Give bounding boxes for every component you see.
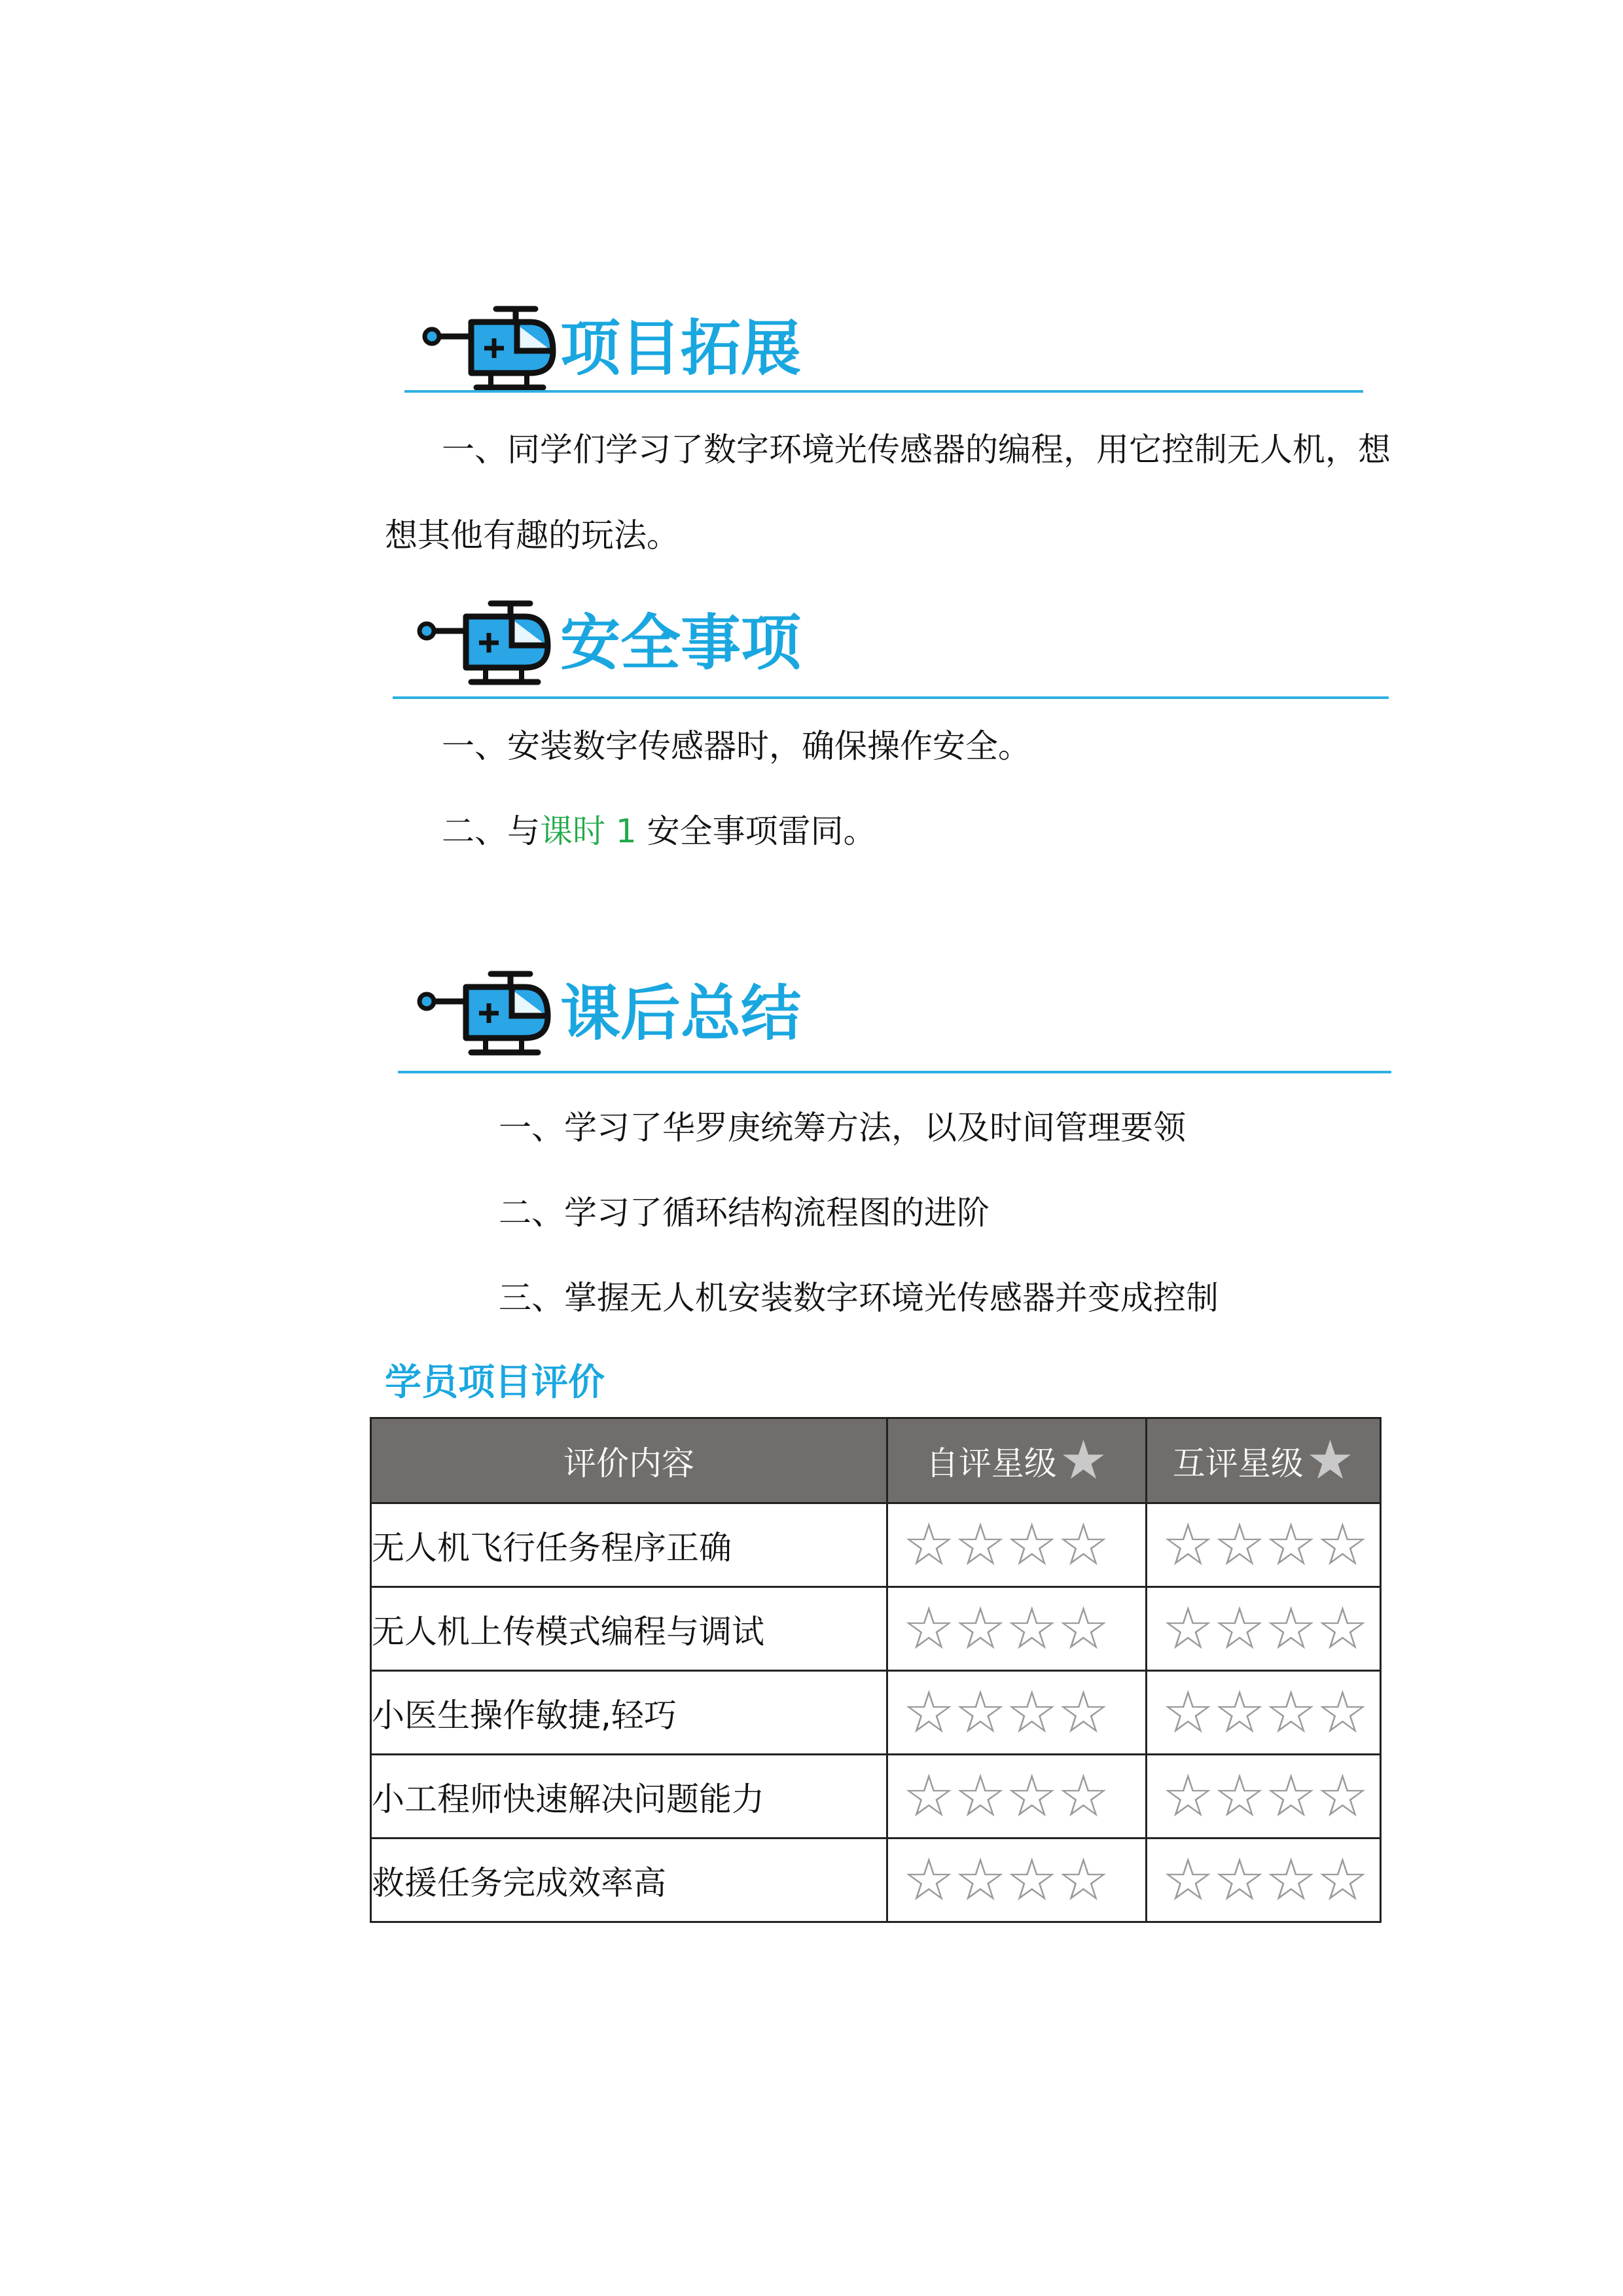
self-rating-stars	[888, 1683, 1145, 1742]
section-divider	[404, 390, 1363, 393]
section-divider	[393, 696, 1389, 699]
header-label: 自评星级	[925, 1444, 1057, 1482]
self-rating-stars	[888, 1851, 1145, 1910]
star-icon: ★	[1059, 1429, 1108, 1492]
star-outline-icon[interactable]: ☆	[1057, 1599, 1110, 1659]
evaluation-item: 无人机上传模式编程与调试	[371, 1587, 887, 1671]
peer-rating-cell	[1147, 1587, 1381, 1671]
helicopter-icon	[414, 967, 564, 1059]
peer-rating-stars	[1147, 1851, 1380, 1910]
star-outline-icon[interactable]: ☆	[954, 1767, 1007, 1826]
self-rating-cell	[887, 1671, 1147, 1755]
star-outline-icon[interactable]: ☆	[1213, 1767, 1266, 1826]
header-self-rating	[887, 1418, 1147, 1503]
star-outline-icon[interactable]: ☆	[1316, 1515, 1369, 1575]
self-rating-stars	[888, 1600, 1145, 1659]
star-outline-icon[interactable]: ☆	[1057, 1850, 1110, 1910]
peer-rating-stars	[1147, 1683, 1380, 1742]
header-label: 互评星级	[1172, 1444, 1304, 1482]
star-outline-icon[interactable]: ☆	[1316, 1599, 1369, 1659]
star-outline-icon[interactable]: ☆	[902, 1515, 955, 1575]
self-rating-stars	[888, 1767, 1145, 1826]
table-header-row	[371, 1418, 1381, 1503]
star-outline-icon[interactable]: ☆	[954, 1599, 1007, 1659]
star-outline-icon[interactable]: ☆	[902, 1599, 955, 1659]
evaluation-table	[370, 1417, 1382, 1923]
star-outline-icon[interactable]: ☆	[1162, 1767, 1215, 1826]
header-content	[371, 1418, 887, 1503]
table-row	[371, 1587, 1381, 1671]
peer-rating-cell	[1147, 1671, 1381, 1755]
star-outline-icon[interactable]: ☆	[1213, 1599, 1266, 1659]
star-outline-icon[interactable]: ☆	[1162, 1515, 1215, 1575]
paragraph-line: 一、安装数字传感器时，确保操作安全。	[442, 727, 1031, 765]
summary-item: 二、学习了循环结构流程图的进阶	[499, 1194, 990, 1232]
star-outline-icon[interactable]: ☆	[902, 1683, 955, 1742]
star-outline-icon[interactable]: ☆	[902, 1850, 955, 1910]
evaluation-item: 小工程师快速解决问题能力	[371, 1755, 887, 1839]
lesson-link[interactable]: 课时 1	[540, 812, 637, 850]
paragraph-line: 想其他有趣的玩法。	[385, 516, 679, 554]
section-divider	[398, 1071, 1391, 1073]
star-outline-icon[interactable]: ☆	[902, 1767, 955, 1826]
table-row	[371, 1503, 1381, 1587]
star-outline-icon[interactable]: ☆	[1162, 1683, 1215, 1742]
star-outline-icon[interactable]: ☆	[1162, 1599, 1215, 1659]
star-outline-icon[interactable]: ☆	[1316, 1767, 1369, 1826]
star-outline-icon[interactable]: ☆	[1057, 1683, 1110, 1742]
star-outline-icon[interactable]: ☆	[1264, 1515, 1318, 1575]
star-outline-icon[interactable]: ☆	[1005, 1850, 1059, 1910]
star-outline-icon[interactable]: ☆	[954, 1515, 1007, 1575]
helicopter-icon	[419, 302, 569, 394]
star-outline-icon[interactable]: ☆	[1213, 1850, 1266, 1910]
star-outline-icon[interactable]: ☆	[1005, 1515, 1059, 1575]
summary-item: 一、学习了华罗庚统筹方法，以及时间管理要领	[499, 1109, 1186, 1147]
star-outline-icon[interactable]: ☆	[954, 1683, 1007, 1742]
summary-item: 三、掌握无人机安装数字环境光传感器并变成控制	[499, 1279, 1219, 1317]
star-outline-icon[interactable]: ☆	[1162, 1850, 1215, 1910]
star-outline-icon[interactable]: ☆	[1005, 1767, 1059, 1826]
text-suffix: 安全事项雷同。	[636, 812, 876, 850]
star-outline-icon[interactable]: ☆	[1057, 1515, 1110, 1575]
evaluation-item: 小医生操作敏捷,轻巧	[371, 1671, 887, 1755]
star-outline-icon[interactable]: ☆	[1264, 1683, 1318, 1742]
header-peer-rating	[1147, 1418, 1381, 1503]
section-title: 项目拓展	[560, 314, 802, 384]
star-outline-icon[interactable]: ☆	[1213, 1515, 1266, 1575]
peer-rating-stars	[1147, 1516, 1380, 1575]
peer-rating-cell	[1147, 1839, 1381, 1922]
table-row	[371, 1839, 1381, 1922]
star-outline-icon[interactable]: ☆	[1264, 1599, 1318, 1659]
section-title: 课后总结	[560, 978, 802, 1049]
section-title: 安全事项	[560, 608, 802, 678]
star-outline-icon[interactable]: ☆	[1005, 1683, 1059, 1742]
evaluation-title: 学员项目评价	[385, 1361, 605, 1404]
paragraph-line: 一、同学们学习了数字环境光传感器的编程，用它控制无人机，想	[442, 431, 1391, 469]
star-outline-icon[interactable]: ☆	[1316, 1850, 1369, 1910]
header-label: 评价内容	[563, 1444, 694, 1482]
table-row	[371, 1755, 1381, 1839]
self-rating-cell	[887, 1503, 1147, 1587]
peer-rating-stars	[1147, 1767, 1380, 1826]
table-row	[371, 1671, 1381, 1755]
evaluation-item: 救援任务完成效率高	[371, 1839, 887, 1922]
peer-rating-cell	[1147, 1503, 1381, 1587]
star-outline-icon[interactable]: ☆	[1213, 1683, 1266, 1742]
star-outline-icon[interactable]: ☆	[954, 1850, 1007, 1910]
paragraph-line	[442, 808, 876, 854]
peer-rating-stars	[1147, 1600, 1380, 1659]
self-rating-stars	[888, 1516, 1145, 1575]
star-outline-icon[interactable]: ☆	[1005, 1599, 1059, 1659]
self-rating-cell	[887, 1839, 1147, 1922]
self-rating-cell	[887, 1587, 1147, 1671]
star-outline-icon[interactable]: ☆	[1264, 1767, 1318, 1826]
peer-rating-cell	[1147, 1755, 1381, 1839]
star-outline-icon[interactable]: ☆	[1316, 1683, 1369, 1742]
star-outline-icon[interactable]: ☆	[1264, 1850, 1318, 1910]
star-icon: ★	[1306, 1429, 1355, 1492]
text-prefix: 二、与	[442, 812, 540, 850]
evaluation-item: 无人机飞行任务程序正确	[371, 1503, 887, 1587]
helicopter-icon	[414, 597, 564, 689]
self-rating-cell	[887, 1755, 1147, 1839]
star-outline-icon[interactable]: ☆	[1057, 1767, 1110, 1826]
